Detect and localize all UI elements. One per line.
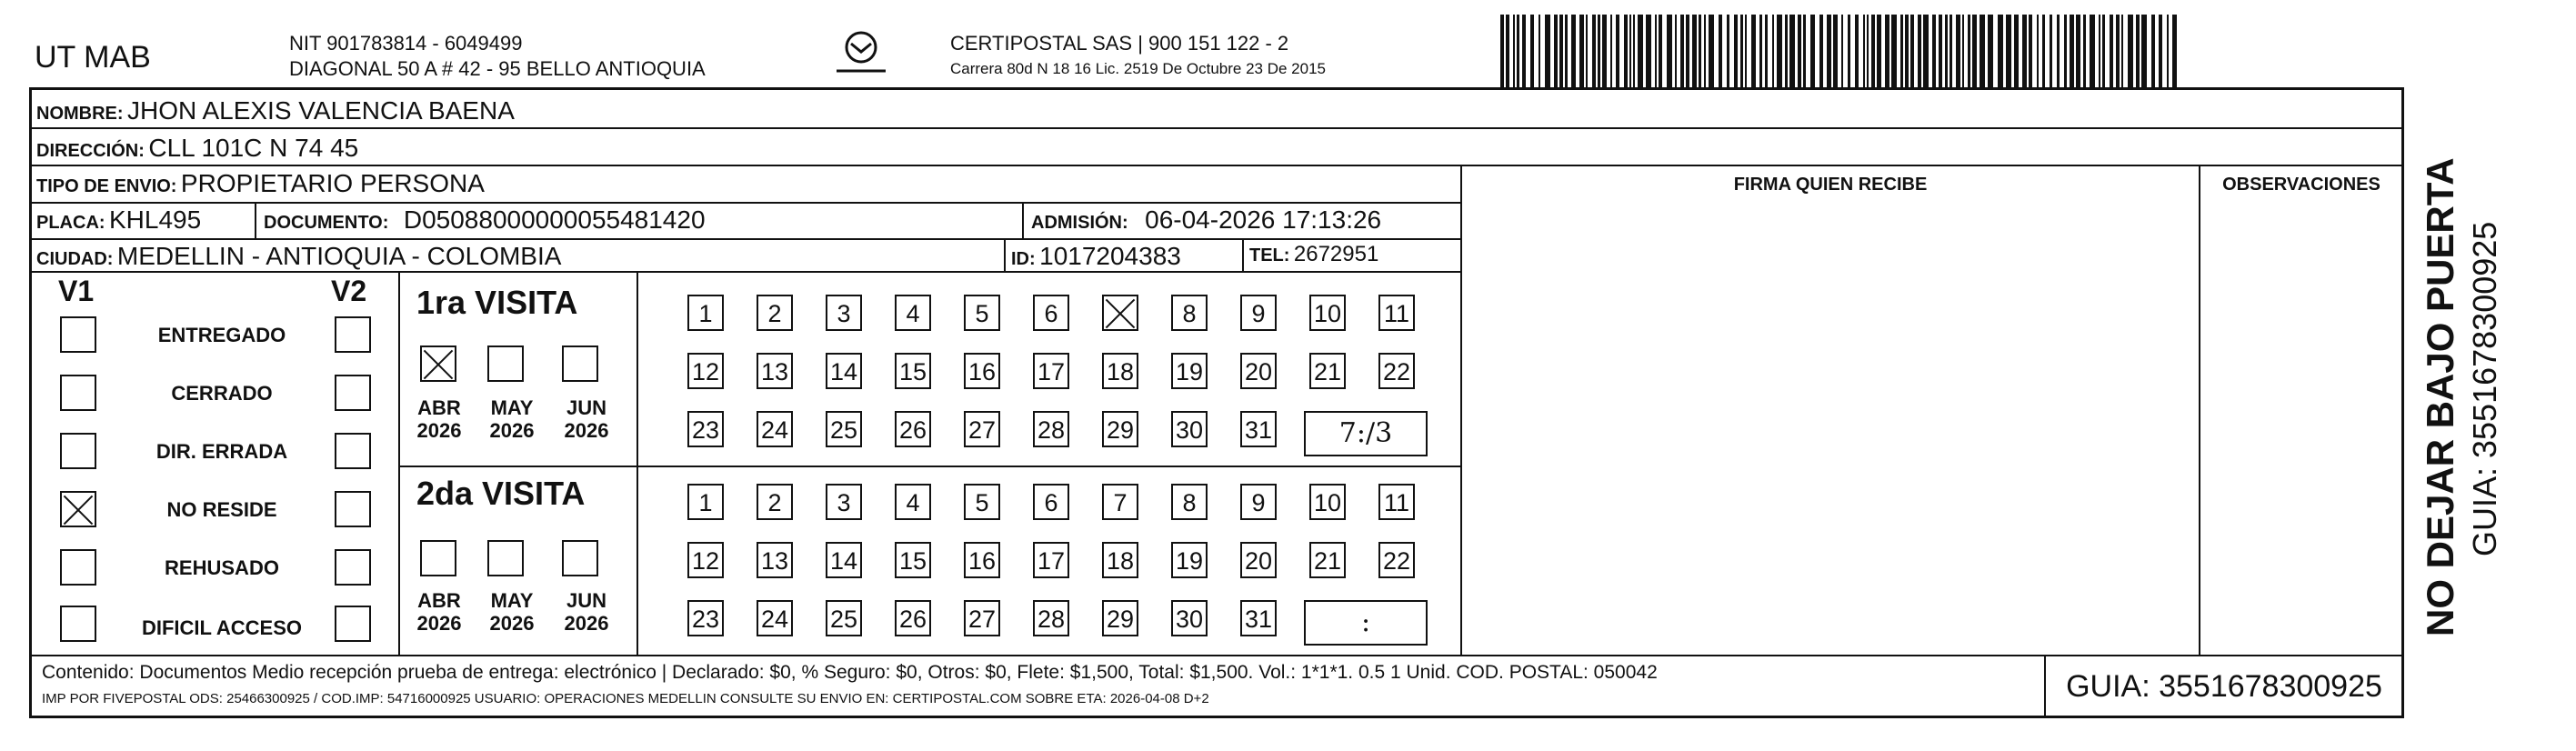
direccion-label: DIRECCIÓN: — [36, 141, 145, 161]
v1-checkbox-checked[interactable] — [60, 491, 96, 527]
barcode-bar — [1810, 15, 1815, 87]
barcode-bar — [1559, 15, 1563, 87]
nombre-label: NOMBRE: — [36, 104, 124, 124]
visit-2-day-18[interactable]: 18 — [1102, 542, 1138, 578]
visit-1-day-7[interactable] — [1102, 295, 1138, 331]
visit-1-month-may: MAY 2026 — [489, 396, 535, 443]
barcode-bar — [2110, 15, 2113, 87]
visit-2-day-29[interactable]: 29 — [1102, 600, 1138, 636]
visit-2-month-may-checkbox[interactable] — [487, 540, 524, 576]
barcode-bar — [2151, 15, 2155, 87]
visit-1-day-3[interactable]: 3 — [826, 295, 862, 331]
admision-cell — [1031, 205, 1381, 235]
visit-1-month-jun: JUN 2026 — [564, 396, 609, 443]
tel-cell — [1249, 242, 1378, 267]
visit-2-day-23[interactable]: 23 — [687, 600, 724, 636]
barcode-bar — [1772, 15, 1774, 87]
barcode-bar — [1932, 15, 1936, 87]
visit-2-day-7[interactable]: 7 — [1102, 484, 1138, 520]
visit-2-month-jun-checkbox[interactable] — [562, 540, 598, 576]
v1-checkbox[interactable] — [60, 549, 96, 586]
id-cell — [1011, 242, 1181, 271]
company-address: DIAGONAL 50 A # 42 - 95 BELLO ANTIOQUIA — [289, 57, 706, 80]
barcode-bar — [1506, 15, 1509, 87]
observaciones-header: OBSERVACIONES — [2222, 175, 2381, 195]
barcode-bar — [1513, 15, 1515, 87]
visit-1-time-field[interactable]: 7:/3 — [1304, 411, 1428, 456]
barcode-bar — [1855, 15, 1859, 87]
visit-2-title: 2da VISITA — [416, 475, 586, 512]
visit-2-day-2[interactable]: 2 — [757, 484, 793, 520]
barcode-bar — [1602, 15, 1607, 87]
visit-2-day-17[interactable]: 17 — [1033, 542, 1069, 578]
barcode-bar — [1709, 15, 1714, 87]
status-label: DIR. ERRADA — [155, 440, 288, 463]
barcode-bar — [1950, 15, 1952, 87]
v1-checkbox[interactable] — [60, 375, 96, 411]
barcode-bar — [1972, 15, 1977, 87]
visit-1-day-25[interactable]: 25 — [826, 411, 862, 447]
barcode-bar — [1998, 15, 2003, 87]
visit-1-day-2[interactable]: 2 — [757, 295, 793, 331]
visit-2-day-26[interactable]: 26 — [895, 600, 931, 636]
placa-cell — [36, 205, 201, 235]
barcode-bar — [1923, 15, 1929, 87]
barcode-bar — [1777, 15, 1782, 87]
barcode-bar — [1968, 15, 1970, 87]
visit-1-day-8[interactable]: 8 — [1171, 295, 1208, 331]
barcode-bar — [2022, 15, 2027, 87]
company-nit: NIT 901783814 - 6049499 — [289, 32, 523, 55]
id-value: 1017204383 — [1039, 242, 1181, 270]
visit-2-day-31[interactable]: 31 — [1240, 600, 1277, 636]
visit-2-day-20[interactable]: 20 — [1240, 542, 1277, 578]
admision-value: 06-04-2026 17:13:26 — [1145, 205, 1382, 234]
barcode — [1500, 15, 2178, 87]
barcode-bar — [2116, 15, 2120, 87]
barcode-bar — [2070, 15, 2074, 87]
company-name: UT MAB — [35, 40, 151, 75]
barcode-bar — [1579, 15, 1584, 87]
visit-1-day-15[interactable]: 15 — [895, 353, 931, 389]
barcode-bar — [2042, 15, 2045, 87]
barcode-bar — [1704, 15, 1706, 87]
tel-value: 2672951 — [1293, 242, 1379, 266]
barcode-bar — [2099, 15, 2100, 87]
barcode-bar — [1680, 15, 1684, 87]
visit-2-day-3[interactable]: 3 — [826, 484, 862, 520]
visit-1-day-5[interactable]: 5 — [964, 295, 1000, 331]
footer-contenido: Contenido: Documentos Medio recepción prueba de entrega: electrónico | Declarado: $0, % Seguro: $0, Otros: $0, Flete: $1,500, Total: $1,500. Vol.: 1*1*1. 0.5 1 Unid. COD. POSTAL: 050042 — [42, 662, 1658, 683]
barcode-bar — [1598, 15, 1600, 87]
barcode-bar — [1745, 15, 1747, 87]
visit-2-day-15[interactable]: 15 — [895, 542, 931, 578]
certipostal-logo — [829, 27, 893, 82]
visit-1-day-4[interactable]: 4 — [895, 295, 931, 331]
v2-checkbox[interactable] — [335, 549, 371, 586]
footer-guia: GUIA: 3551678300925 — [2066, 669, 2382, 704]
barcode-bar — [1629, 15, 1631, 87]
barcode-bar — [2064, 15, 2067, 87]
visit-1-day-10[interactable]: 10 — [1309, 295, 1346, 331]
barcode-bar — [1517, 15, 1519, 87]
barcode-bar — [1655, 15, 1657, 87]
visit-1-month-abr: ABR 2026 — [416, 396, 462, 443]
barcode-bar — [1592, 15, 1596, 87]
status-label: CERRADO — [171, 382, 273, 405]
visit-2-day-9[interactable]: 9 — [1240, 484, 1277, 520]
visit-1-day-23[interactable]: 23 — [687, 411, 724, 447]
visit-1-day-21[interactable]: 21 — [1309, 353, 1346, 389]
status-label: NO RESIDE — [166, 498, 277, 521]
barcode-bar — [1962, 15, 1964, 87]
barcode-bar — [1785, 15, 1788, 87]
visit-1-day-26[interactable]: 26 — [895, 411, 931, 447]
documento-cell — [264, 205, 706, 235]
visit-2-day-19[interactable]: 19 — [1171, 542, 1208, 578]
barcode-bar — [1692, 15, 1697, 87]
visit-1-day-13[interactable]: 13 — [757, 353, 793, 389]
barcode-bar — [2121, 15, 2123, 87]
v2-checkbox[interactable] — [335, 491, 371, 527]
barcode-bar — [1789, 15, 1795, 87]
documento-value: D05088000000055481420 — [403, 205, 706, 234]
barcode-bar — [1945, 15, 1948, 87]
visit-2-day-24[interactable]: 24 — [757, 600, 793, 636]
visit-1-month-jun-checkbox[interactable] — [562, 345, 598, 382]
barcode-bar — [1918, 15, 1921, 87]
barcode-bar — [1759, 15, 1762, 87]
barcode-bar — [2050, 15, 2052, 87]
documento-label: DOCUMENTO: — [264, 213, 389, 233]
barcode-bar — [1827, 15, 1831, 87]
barcode-bar — [2172, 15, 2177, 87]
visit-2-day-16[interactable]: 16 — [964, 542, 1000, 578]
barcode-bar — [2141, 15, 2147, 87]
barcode-bar — [1616, 15, 1619, 87]
barcode-bar — [1699, 15, 1701, 87]
tel-label: TEL: — [1249, 245, 1290, 265]
visit-1-day-12[interactable]: 12 — [687, 353, 724, 389]
barcode-bar — [1539, 15, 1540, 87]
nombre-value: JHON ALEXIS VALENCIA BAENA — [127, 96, 515, 125]
barcode-bar — [2076, 15, 2080, 87]
barcode-bar — [1863, 15, 1865, 87]
visit-1-day-29[interactable]: 29 — [1102, 411, 1138, 447]
barcode-bar — [1910, 15, 1914, 87]
barcode-bar — [1798, 15, 1801, 87]
barcode-bar — [1624, 15, 1628, 87]
courier-name: CERTIPOSTAL SAS | 900 151 122 - 2 — [950, 32, 1289, 55]
visit-1-day-6[interactable]: 6 — [1033, 295, 1069, 331]
firma-header: FIRMA QUIEN RECIBE — [1733, 175, 1928, 195]
visit-2-day-30[interactable]: 30 — [1171, 600, 1208, 636]
barcode-bar — [1571, 15, 1576, 87]
barcode-bar — [1885, 15, 1889, 87]
barcode-bar — [1734, 15, 1738, 87]
v2-header: V2 — [331, 275, 367, 307]
visit-2-month-jun: JUN 2026 — [564, 589, 609, 636]
barcode-bar — [2014, 15, 2019, 87]
visit-2-day-25[interactable]: 25 — [826, 600, 862, 636]
barcode-bar — [1891, 15, 1897, 87]
id-label: ID: — [1011, 249, 1036, 269]
barcode-bar — [2083, 15, 2086, 87]
barcode-bar — [1900, 15, 1903, 87]
visit-2-day-21[interactable]: 21 — [1309, 542, 1346, 578]
status-label: ENTREGADO — [157, 324, 286, 346]
visit-1-title: 1ra VISITA — [416, 284, 578, 321]
barcode-bar — [2167, 15, 2169, 87]
visit-1-day-27[interactable]: 27 — [964, 411, 1000, 447]
barcode-bar — [2006, 15, 2011, 87]
v1-header: V1 — [58, 275, 95, 307]
barcode-bar — [2159, 15, 2162, 87]
barcode-bar — [1841, 15, 1843, 87]
status-label: REHUSADO — [165, 556, 279, 579]
barcode-bar — [1522, 15, 1526, 87]
barcode-bar — [1956, 15, 1960, 87]
visit-1-month-abr-checkbox[interactable] — [420, 345, 456, 382]
barcode-bar — [1659, 15, 1662, 87]
visit-1-day-19[interactable]: 19 — [1171, 353, 1208, 389]
visit-2-day-28[interactable]: 28 — [1033, 600, 1069, 636]
barcode-bar — [1905, 15, 1909, 87]
barcode-bar — [1530, 15, 1534, 87]
barcode-bar — [1751, 15, 1756, 87]
visit-1-day-17[interactable]: 17 — [1033, 353, 1069, 389]
visit-1-day-1[interactable]: 1 — [687, 295, 724, 331]
visit-1-day-16[interactable]: 16 — [964, 353, 1000, 389]
visit-1-day-9[interactable]: 9 — [1240, 295, 1277, 331]
no-dejar-bajo-puerta: NO DEJAR BAJO PUERTA — [2419, 157, 2461, 636]
barcode-bar — [1939, 15, 1942, 87]
visit-2-day-13[interactable]: 13 — [757, 542, 793, 578]
admision-label: ADMISIÓN: — [1031, 213, 1128, 233]
barcode-bar — [1740, 15, 1743, 87]
v1-checkbox[interactable] — [60, 316, 96, 353]
visit-1-day-20[interactable]: 20 — [1240, 353, 1277, 389]
barcode-bar — [1545, 15, 1550, 87]
barcode-bar — [2057, 15, 2060, 87]
barcode-bar — [1765, 15, 1768, 87]
direccion-value: CLL 101C N 74 45 — [148, 134, 359, 162]
visit-2-month-abr: ABR 2026 — [416, 589, 462, 636]
envelope-logo-icon — [829, 27, 893, 82]
courier-license: Carrera 80d N 18 16 Lic. 2519 De Octubre 23 De 2015 — [950, 60, 1326, 77]
visit-2-month-may: MAY 2026 — [489, 589, 535, 636]
barcode-bar — [1727, 15, 1729, 87]
barcode-bar — [1554, 15, 1558, 87]
ciudad-cell — [36, 242, 561, 271]
barcode-bar — [1633, 15, 1635, 87]
barcode-bar — [2136, 15, 2140, 87]
barcode-bar — [1867, 15, 1869, 87]
visit-2-month-abr-checkbox[interactable] — [420, 540, 456, 576]
visit-1-day-22[interactable]: 22 — [1378, 353, 1415, 389]
visit-1-day-30[interactable]: 30 — [1171, 411, 1208, 447]
v2-checkbox[interactable] — [335, 433, 371, 469]
barcode-bar — [2128, 15, 2133, 87]
visit-1-day-18[interactable]: 18 — [1102, 353, 1138, 389]
visit-2-day-27[interactable]: 27 — [964, 600, 1000, 636]
barcode-bar — [2090, 15, 2095, 87]
barcode-bar — [1686, 15, 1689, 87]
visit-1-day-28[interactable]: 28 — [1033, 411, 1069, 447]
visit-1-day-14[interactable]: 14 — [826, 353, 862, 389]
direccion-row — [36, 134, 358, 163]
v2-checkbox[interactable] — [335, 375, 371, 411]
barcode-bar — [1877, 15, 1881, 87]
v1-checkbox[interactable] — [60, 606, 96, 642]
side-guia: GUIA: 3551678300925 — [2466, 221, 2503, 556]
visit-2-day-12[interactable]: 12 — [687, 542, 724, 578]
visit-1-day-11[interactable]: 11 — [1378, 295, 1415, 331]
ciudad-label: CIUDAD: — [36, 249, 114, 269]
v2-checkbox[interactable] — [335, 316, 371, 353]
visit-1-day-24[interactable]: 24 — [757, 411, 793, 447]
tipo-envio-label: TIPO DE ENVIO: — [36, 176, 177, 196]
v2-checkbox[interactable] — [335, 606, 371, 642]
barcode-bar — [2102, 15, 2105, 87]
visit-2-time-field[interactable]: : — [1304, 600, 1428, 646]
v1-checkbox[interactable] — [60, 433, 96, 469]
barcode-bar — [1500, 15, 1504, 87]
visit-1-month-may-checkbox[interactable] — [487, 345, 524, 382]
barcode-bar — [1719, 15, 1722, 87]
barcode-bar — [2029, 15, 2032, 87]
footer-imp: IMP POR FIVEPOSTAL ODS: 25466300925 / COD.IMP: 54716000925 USUARIO: OPERACIONES MEDELLIN CONSULTE SU ENVIO EN: CERTIPOSTAL.COM SOBRE ETA: 2026-04-08 D+2 — [42, 691, 1209, 706]
barcode-bar — [1833, 15, 1838, 87]
visit-2-day-6[interactable]: 6 — [1033, 484, 1069, 520]
barcode-bar — [1819, 15, 1823, 87]
visit-2-day-1[interactable]: 1 — [687, 484, 724, 520]
barcode-bar — [1988, 15, 1993, 87]
barcode-bar — [1586, 15, 1588, 87]
barcode-bar — [2037, 15, 2039, 87]
barcode-bar — [1803, 15, 1806, 87]
barcode-bar — [1871, 15, 1875, 87]
barcode-bar — [1667, 15, 1672, 87]
placa-label: PLACA: — [36, 213, 105, 233]
tipo-envio-value: PROPIETARIO PERSONA — [180, 169, 485, 197]
ciudad-value: MEDELLIN - ANTIOQUIA - COLOMBIA — [116, 242, 562, 270]
visit-2-day-11[interactable]: 11 — [1378, 484, 1415, 520]
nombre-row — [36, 96, 515, 125]
visit-2-day-22[interactable]: 22 — [1378, 542, 1415, 578]
barcode-bar — [1675, 15, 1677, 87]
visit-2-day-8[interactable]: 8 — [1171, 484, 1208, 520]
visit-2-day-10[interactable]: 10 — [1309, 484, 1346, 520]
visit-2-day-5[interactable]: 5 — [964, 484, 1000, 520]
barcode-bar — [1610, 15, 1612, 87]
visit-1-day-31[interactable]: 31 — [1240, 411, 1277, 447]
tipo-envio-row — [36, 169, 485, 198]
barcode-bar — [1638, 15, 1643, 87]
barcode-bar — [1646, 15, 1651, 87]
barcode-bar — [1565, 15, 1568, 87]
visit-2-day-14[interactable]: 14 — [826, 542, 862, 578]
barcode-bar — [1848, 15, 1850, 87]
barcode-bar — [1980, 15, 1985, 87]
visit-2-day-4[interactable]: 4 — [895, 484, 931, 520]
placa-value: KHL495 — [109, 205, 202, 234]
status-label: DIFICIL ACCESO — [141, 616, 302, 639]
